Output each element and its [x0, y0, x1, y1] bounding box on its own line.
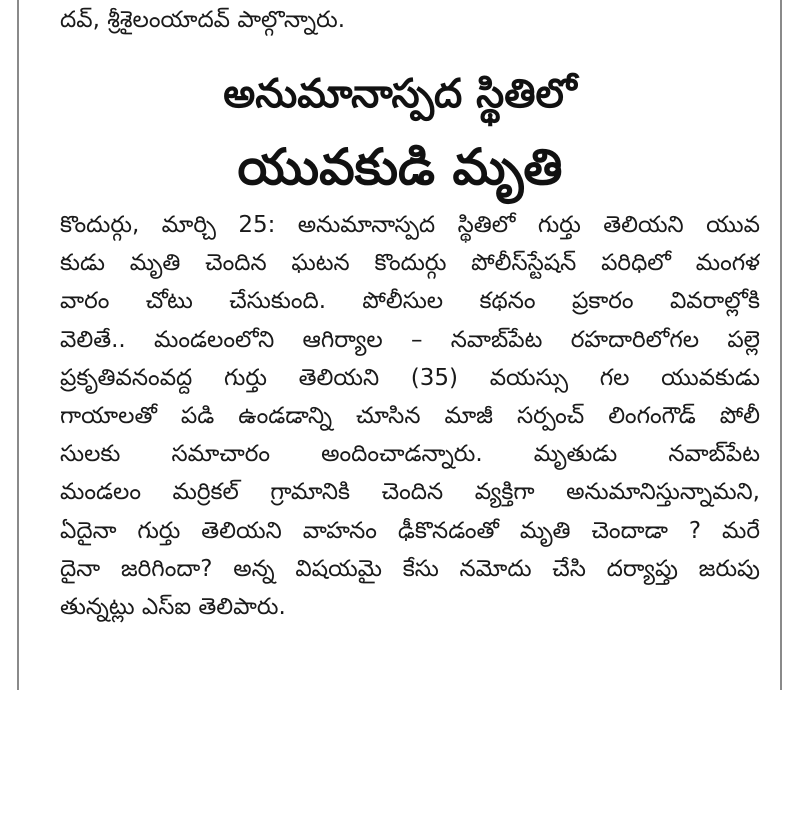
- body-line: దైనా జరిగిందా? అన్న విషయమై కేసు నమోదు చేసి దర్యాప్తు జరుపు: [60, 555, 760, 582]
- body-line: మండలం మర్రికల్ గ్రామానికి చెందిన వ్యక్తిగా అనుమానిస్తున్నామని,: [60, 479, 760, 506]
- article-body: [60, 206, 760, 626]
- column-rule-right: [780, 0, 782, 690]
- headline-line-2: యువకుడి మృతి: [237, 138, 563, 196]
- column-rule-left: [17, 0, 19, 690]
- body-line: వారం చోటు చేసుకుంది. పోలీసుల కథనం ప్రకారం వివరాల్లోకి: [60, 288, 760, 315]
- body-line: సులకు సమాచారం అందించాడన్నారు. మృతుడు నవాబ్‌పేట: [60, 441, 760, 468]
- previous-article-tail: దవ్, శ్రీశైలంయాదవ్ పాల్గొన్నారు.: [60, 7, 346, 33]
- body-line: కొందుర్గు, మార్చి 25: అనుమానాస్పద స్థితిలో గుర్తు తెలియని యువ: [60, 212, 760, 238]
- body-line: గాయాలతో పడి ఉండడాన్ని చూసిన మాజీ సర్పంచ్ లింగంగౌడ్ పోలీ: [60, 402, 760, 429]
- body-line: వెలితే.. మండలంలోని ఆగిర్యాల – నవాబ్‌పేట రహదారిలోగల పల్లె: [60, 326, 760, 353]
- body-line: ప్రకృతివనంవద్ద గుర్తు తెలియని (35) వయస్సు గల యువకుడు: [60, 364, 760, 391]
- body-line: కుడు మృతి చెందిన ఘటన కొందుర్గు పోలీస్‌స్టేషన్ పరిధిలో మంగళ: [60, 250, 760, 277]
- body-line: తున్నట్లు ఎస్ఐ తెలిపారు.: [60, 593, 286, 620]
- body-line: ఏదైనా గుర్తు తెలియని వాహనం ఢీకొనడంతో మృతి చెందాడా ? మరే: [60, 517, 760, 544]
- headline-line-1: అనుమానాస్పద స్థితిలో: [223, 71, 577, 117]
